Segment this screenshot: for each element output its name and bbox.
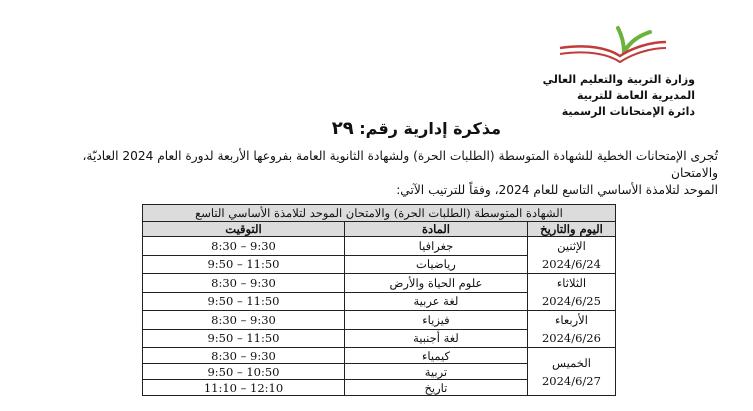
intro-line-2: الموحد لتلامذة الأساسي التاسع للعام 2024، وفقاً للترتيب الآتي:	[396, 183, 718, 197]
day-cell	[527, 311, 615, 348]
table-row	[143, 348, 616, 364]
day-name: الأربعاء	[554, 313, 588, 327]
subject-cell: تربية	[344, 364, 527, 380]
ministry-header	[543, 72, 695, 120]
table-row	[143, 311, 616, 330]
time-cell: 8:30 – 9:30	[143, 348, 345, 364]
memo-title	[332, 118, 501, 139]
time-cell: 9:50 – 11:50	[143, 329, 345, 348]
header-time: التوقيت	[143, 222, 345, 237]
intro-paragraph	[60, 148, 718, 199]
table-row	[143, 274, 616, 293]
subject-cell: لغة أجنبية	[344, 329, 527, 348]
day-cell	[527, 348, 615, 396]
directorate-name: المديرية العامة للتربية	[576, 89, 695, 102]
subject-cell: جغرافيا	[344, 237, 527, 256]
subject-cell: علوم الحياة والأرض	[344, 274, 527, 293]
memo-title-label: مذكرة إدارية رقم:	[359, 119, 501, 138]
header-day: اليوم والتاريخ	[527, 222, 615, 237]
ministry-name: وزارة التربية والتعليم العالي	[542, 73, 695, 86]
time-cell: 9:50 – 11:50	[143, 255, 345, 274]
header-subject: المادة	[344, 222, 527, 237]
intro-line-1: تُجرى الإمتحانات الخطية للشهادة المتوسطة (الطلبات الحرة) ولشهادة الثانوية العامة بفروعها الأربعة لدورة العام 2024 العاديّة، والامتحان	[82, 149, 718, 180]
department-name: دائرة الإمتحانات الرسمية	[561, 105, 695, 118]
day-name: الإثنين	[557, 239, 586, 253]
table-caption: الشهادة المتوسطة (الطلبات الحرة) والامتحان الموحد لتلامذة الأساسي التاسع	[143, 205, 616, 222]
ministry-logo	[558, 22, 668, 68]
day-date: 2024/6/27	[541, 373, 601, 388]
schedule-body	[143, 237, 616, 396]
time-cell: 8:30 – 9:30	[143, 274, 345, 293]
time-cell: 9:50 – 10:50	[143, 364, 345, 380]
subject-cell: كيمياء	[344, 348, 527, 364]
exam-schedule-table	[142, 204, 616, 396]
time-cell: 9:50 – 11:50	[143, 292, 345, 311]
day-cell	[527, 274, 615, 311]
time-cell: 8:30 – 9:30	[143, 237, 345, 256]
table-row	[143, 237, 616, 256]
subject-cell: تاريخ	[344, 380, 527, 396]
subject-cell: فيزياء	[344, 311, 527, 330]
day-date: 2024/6/24	[541, 257, 601, 271]
day-date: 2024/6/26	[541, 331, 601, 345]
day-cell	[527, 237, 615, 274]
day-name: الثلاثاء	[556, 276, 587, 290]
time-cell: 8:30 – 9:30	[143, 311, 345, 330]
subject-cell: رياضيات	[344, 255, 527, 274]
memo-number: ٢٩	[331, 118, 354, 139]
subject-cell: لغة عربية	[344, 292, 527, 311]
day-name: الخميس	[552, 355, 591, 370]
time-cell: 11:10 – 12:10	[143, 380, 345, 396]
day-date: 2024/6/25	[541, 294, 601, 308]
